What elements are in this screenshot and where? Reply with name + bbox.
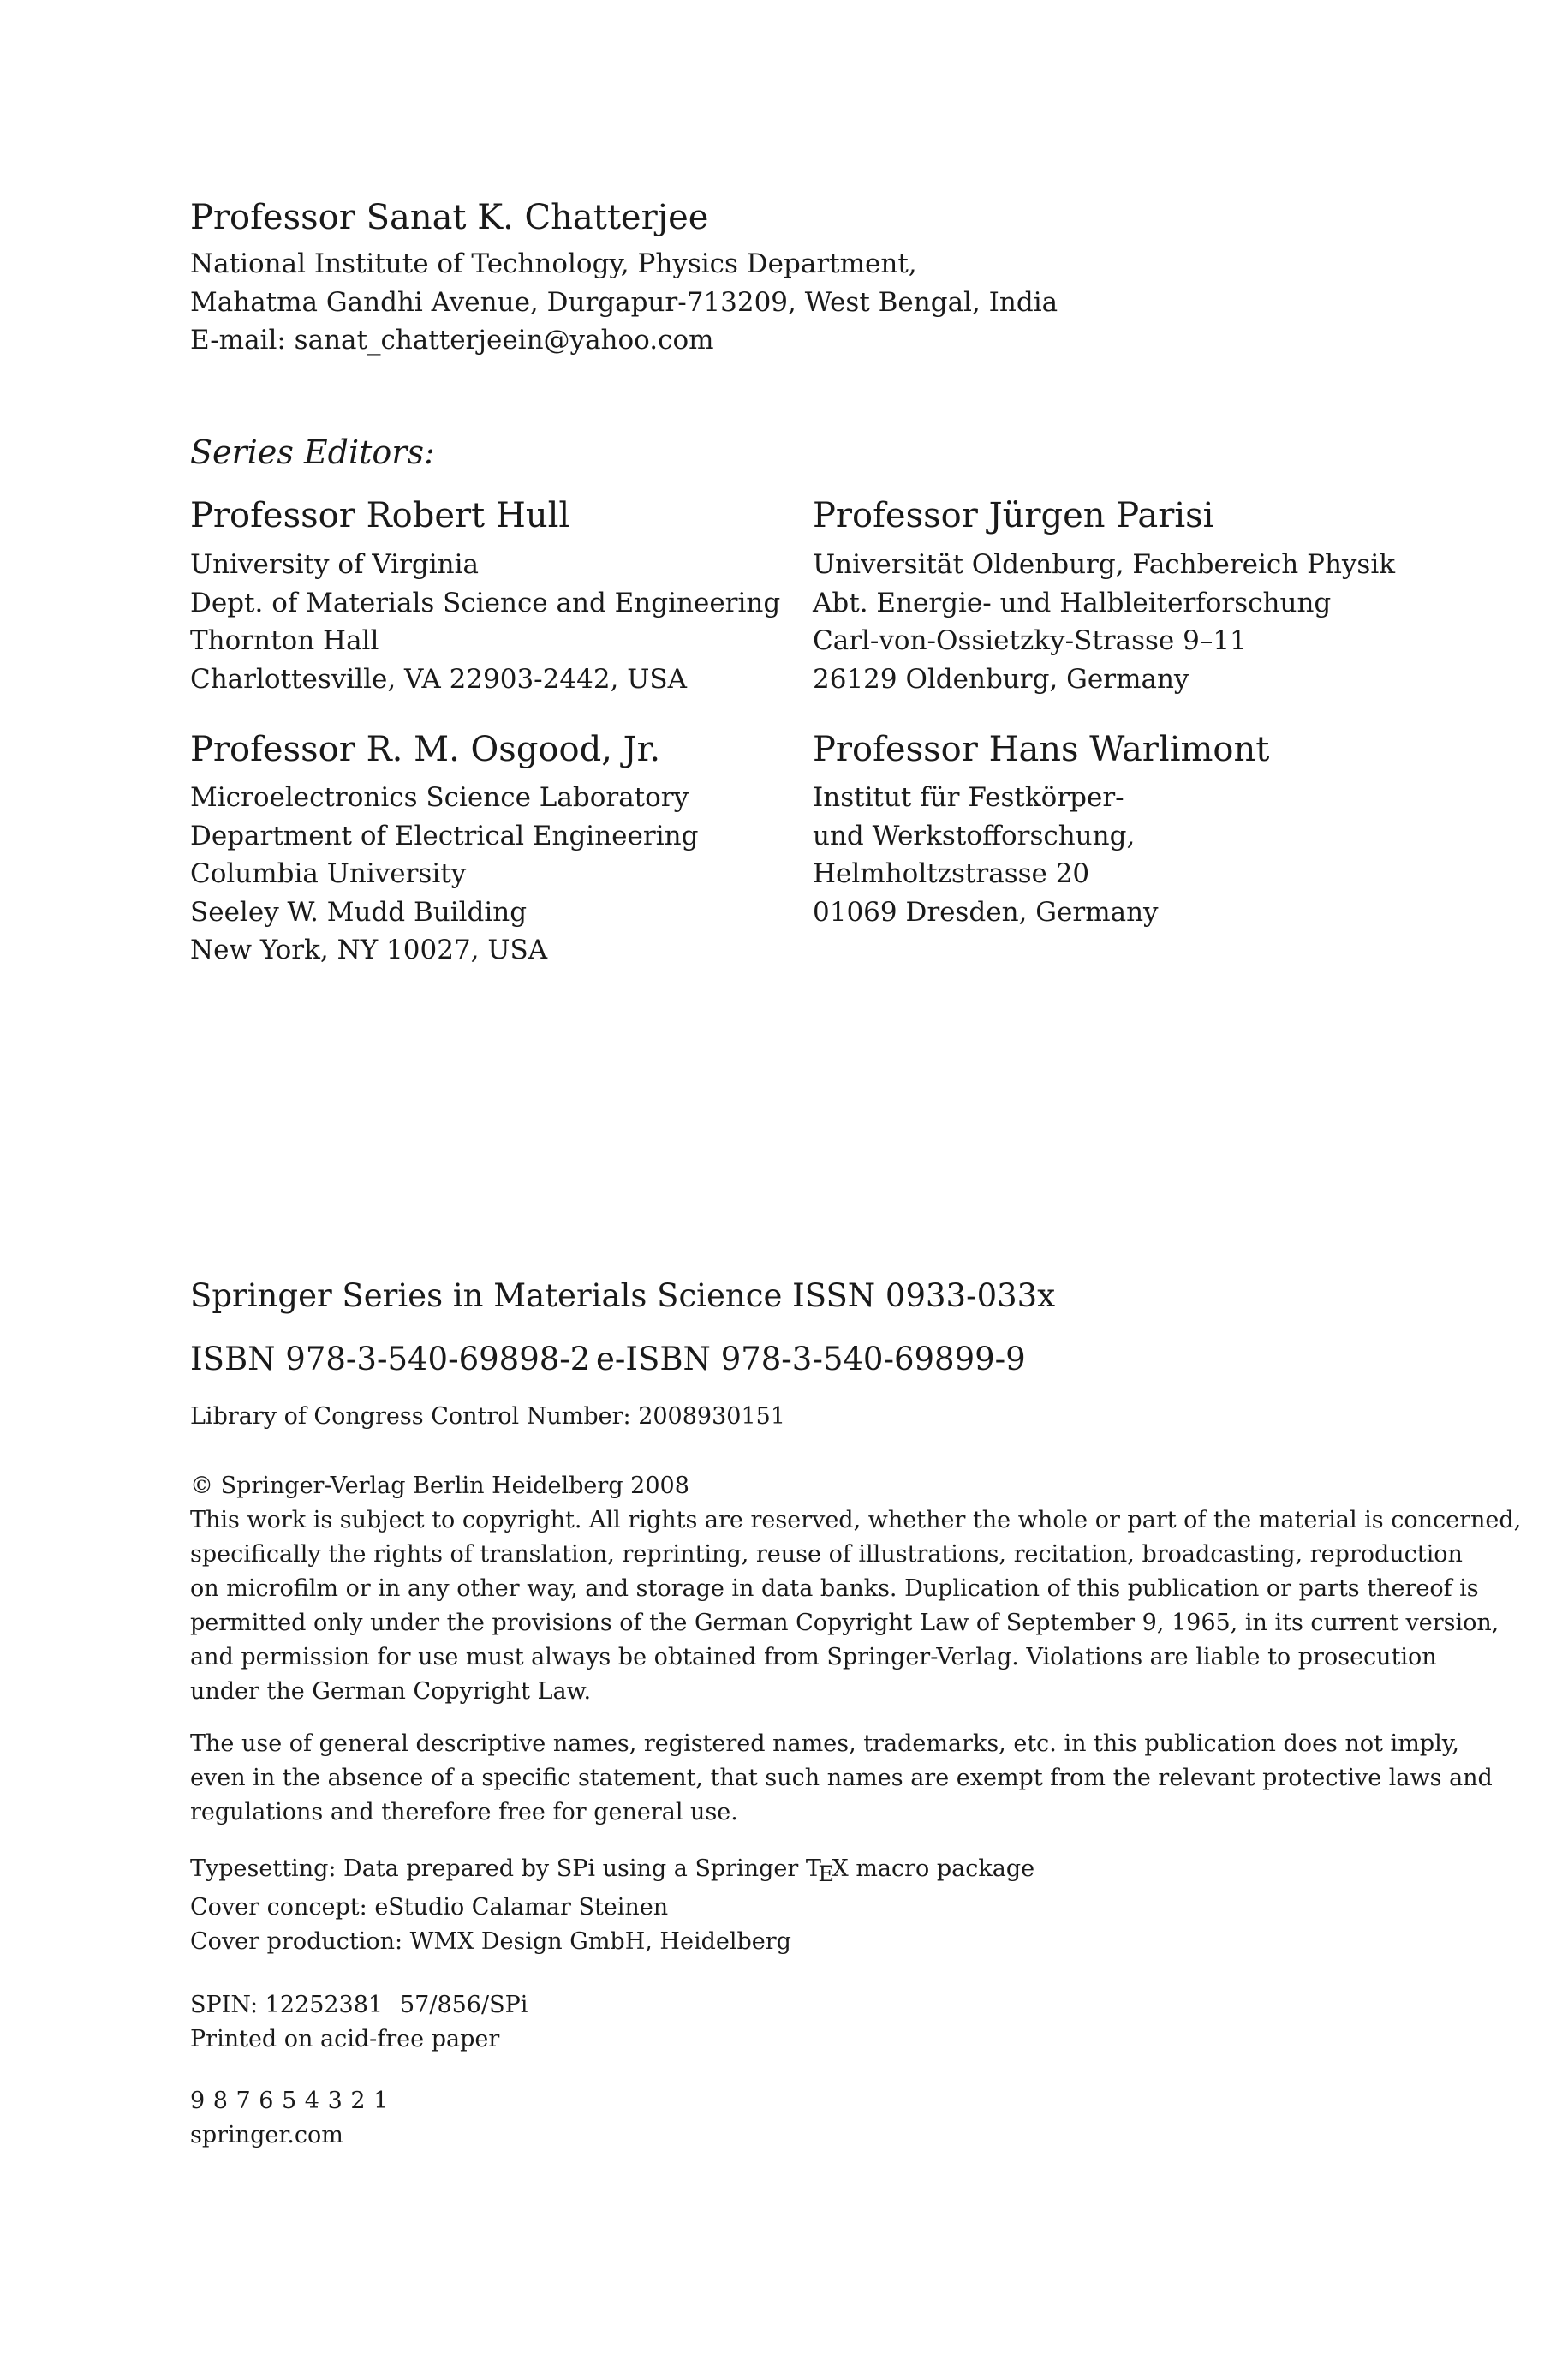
paragraph-line: on microfilm or in any other way, and storage in data banks. Duplication of this publication or parts thereof is [190, 1575, 1479, 1602]
editor-name-parisi: Professor Jürgen Parisi [813, 496, 1214, 535]
paragraph-line: permitted only under the provisions of the German Copyright Law of September 9, 1965, in its current version, [190, 1610, 1499, 1636]
address-line: Microelectronics Science Laboratory [190, 782, 689, 813]
paragraph-line: and permission for use must always be obtained from Springer-Verlag. Violations are liable to prosecution [190, 1644, 1437, 1670]
paragraph-line: regulations and therefore free for general use. [190, 1799, 738, 1825]
series-issn: Springer Series in Materials Science ISSN 0933-033x [190, 1277, 1056, 1314]
tex-t: T [805, 1855, 821, 1882]
address-line: 26129 Oldenburg, Germany [813, 663, 1189, 695]
address-line: Thornton Hall [190, 625, 379, 656]
print-line: 9 8 7 6 5 4 3 2 1 [190, 2088, 389, 2114]
tex-e: E [818, 1861, 835, 1887]
address-line: Dept. of Materials Science and Engineering [190, 587, 781, 618]
paragraph-line: even in the absence of a specific statement, that such names are exempt from the relevant protective laws and [190, 1765, 1493, 1791]
typesetting-prefix: Typesetting: Data prepared by SPi using a Springer [190, 1855, 806, 1882]
address-line: und Werkstofforschung, [813, 820, 1136, 851]
paragraph-line: under the German Copyright Law. [190, 1678, 592, 1705]
address-line: Universität Oldenburg, Fachbereich Physik [813, 549, 1396, 580]
editor-address-osgood [190, 779, 698, 970]
series-editors-label: Series Editors: [190, 433, 435, 471]
address-line: Columbia University [190, 858, 467, 889]
tex-logo [805, 1855, 849, 1887]
address-line: Abt. Energie- und Halbleiterforschung [813, 587, 1332, 618]
author-email[interactable]: E-mail: sanat_chatterjeein@yahoo.com [190, 325, 714, 356]
author-name: Professor Sanat K. Chatterjee [190, 198, 709, 237]
paragraph-line: specifically the rights of translation, reprinting, reuse of illustrations, recitation, broadcasting, reproduction [190, 1541, 1463, 1568]
typesetting-credit [190, 1852, 1034, 1886]
typesetting-suffix: macro package [848, 1855, 1035, 1882]
paragraph-line: This work is subject to copyright. All rights are reserved, whether the whole or part of the material is concerned, [190, 1507, 1522, 1533]
address-line: Seeley W. Mudd Building [190, 896, 528, 928]
editor-address-warlimont [813, 779, 1159, 931]
editor-address-parisi [813, 546, 1395, 698]
address-line: 01069 Dresden, Germany [813, 896, 1159, 928]
eisbn: e-ISBN 978-3-540-69899-9 [596, 1341, 1026, 1377]
editor-name-warlimont: Professor Hans Warlimont [813, 730, 1270, 769]
acid-free-note: Printed on acid-free paper [190, 2026, 500, 2052]
spin-number: SPIN: 12252381 [190, 1992, 384, 2018]
address-line: University of Virginia [190, 549, 480, 580]
cover-production: Cover production: WMX Design GmbH, Heidelberg [190, 1928, 791, 1955]
address-line: Charlottesville, VA 22903-2442, USA [190, 663, 688, 695]
spin-code: 57/856/SPi [400, 1992, 528, 2018]
author-line: Mahatma Gandhi Avenue, Durgapur-713209, West Bengal, India [190, 286, 1058, 318]
copyright-notice: © Springer-Verlag Berlin Heidelberg 2008 [190, 1473, 689, 1499]
editor-name-osgood: Professor R. M. Osgood, Jr. [190, 730, 661, 769]
website-link[interactable]: springer.com [190, 2122, 343, 2148]
copyright-paragraph [190, 1503, 1522, 1709]
trademark-paragraph [190, 1727, 1493, 1830]
copyright-page [190, 0, 1522, 2378]
address-line: New York, NY 10027, USA [190, 935, 548, 965]
paragraph-line: The use of general descriptive names, registered names, trademarks, etc. in this publication does not imply, [190, 1730, 1459, 1757]
address-line: Helmholtzstrasse 20 [813, 858, 1090, 889]
address-line: Institut für Festkörper- [813, 782, 1124, 813]
author-address [190, 245, 1058, 360]
editor-name-hull: Professor Robert Hull [190, 496, 570, 535]
address-line: Carl-von-Ossietzky-Strasse 9–11 [813, 625, 1247, 656]
tex-x: X [832, 1855, 849, 1882]
cover-concept: Cover concept: eStudio Calamar Steinen [190, 1894, 669, 1921]
isbn: ISBN 978-3-540-69898-2 [190, 1341, 591, 1377]
editor-address-hull [190, 546, 780, 698]
author-line: National Institute of Technology, Physics Department, [190, 248, 917, 279]
lccn: Library of Congress Control Number: 2008930151 [190, 1403, 785, 1430]
address-line: Department of Electrical Engineering [190, 820, 699, 851]
